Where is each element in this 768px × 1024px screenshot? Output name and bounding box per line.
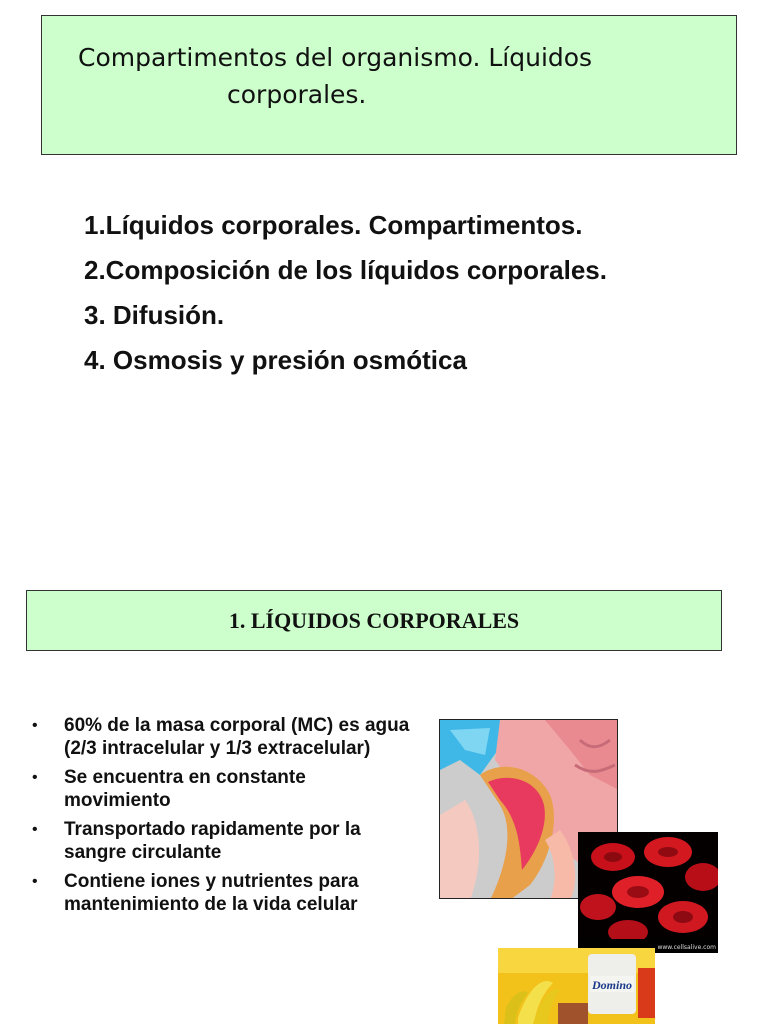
food-nutrients-image <box>498 948 655 1024</box>
bullet-list <box>30 714 410 922</box>
section-title: 1. LÍQUIDOS CORPORALES <box>228 607 520 633</box>
bullet-marker: • <box>32 769 38 786</box>
agenda-item-3: 3. Difusión. <box>84 300 225 330</box>
slide-title-line-2: corporales. <box>227 80 367 109</box>
red-blood-cells-image <box>578 832 718 953</box>
blood-image-caption: www.cellsalive.com <box>657 944 716 951</box>
bullet-text: Se encuentra en constante movimiento <box>64 767 306 811</box>
section-header-box <box>26 590 722 651</box>
agenda-item-1: 1.Líquidos corporales. Compartimentos. <box>84 210 583 240</box>
bullet-item <box>30 714 410 760</box>
bullet-item <box>30 766 410 812</box>
red-blood-cells-svg <box>578 832 718 953</box>
bullet-text: 60% de la masa corporal (MC) es agua (2/3 intracelular y 1/3 extracelular) <box>64 715 410 759</box>
bullet-marker: • <box>32 873 38 890</box>
bullet-marker: • <box>32 821 38 838</box>
bullet-item <box>30 818 410 864</box>
title-box <box>41 15 737 155</box>
food-brand-label: Domino <box>591 978 633 992</box>
bullet-item <box>30 870 410 916</box>
agenda-list <box>84 205 607 385</box>
bullet-text: Contiene iones y nutrientes para mantenimiento de la vida celular <box>64 871 359 915</box>
agenda-item-4: 4. Osmosis y presión osmótica <box>84 345 467 375</box>
agenda-item-2: 2.Composición de los líquidos corporales. <box>84 255 607 285</box>
slide-title-line-1: Compartimentos del organismo. Líquidos <box>78 43 593 72</box>
bullet-marker: • <box>32 717 38 734</box>
food-nutrients-svg <box>498 948 655 1024</box>
bullet-text: Transportado rapidamente por la sangre circulante <box>64 819 361 863</box>
